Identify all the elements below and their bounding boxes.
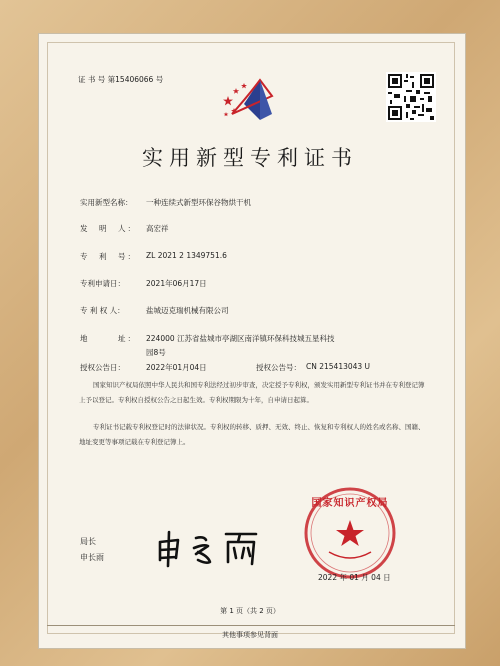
field-label-patent-number: 专 利 号：	[80, 252, 137, 261]
field-value-address: 224000 江苏省盐城市亭湖区南洋镇环保科技城五星科技	[146, 334, 335, 343]
field-value-name: 一种连续式新型环保谷物烘干机	[146, 198, 251, 207]
field-label-filing-date: 专利申请日：	[80, 279, 125, 288]
certificate-title: 实用新型专利证书	[142, 146, 358, 170]
seal-date: 2022 年 01 月 04 日	[318, 573, 391, 582]
field-label-name: 实用新型名称：	[80, 198, 133, 207]
qr-code-icon	[386, 72, 436, 122]
handwritten-signature-icon	[152, 526, 264, 568]
footer-divider	[47, 625, 455, 626]
field-value-inventor: 高宏祥	[146, 224, 169, 233]
field-value-grant-date: 2022年01月04日	[146, 363, 207, 372]
field-value-patent-number: ZL 2021 2 1349751.6	[146, 251, 227, 260]
field-value-grant-number: CN 215413043 U	[306, 362, 371, 371]
field-label-patentee: 专 利 权 人：	[80, 306, 125, 315]
field-label-inventor: 发 明 人：	[80, 224, 137, 233]
grant-statement-paragraph: 国家知识产权局依照中华人民共和国专利法经过初步审查，决定授予专利权，颁发实用新型专利证书并在专利登记簿上予以登记。专利权自授权公告之日起生效。专利权期限为十年，自申请日起算。	[79, 381, 425, 404]
field-value-patentee: 盐城迈克瑞机械有限公司	[146, 306, 229, 315]
seal-text: 国家知识产权局	[311, 498, 389, 509]
field-label-grant-date: 授权公告日：	[80, 363, 125, 372]
field-label-grant-number: 授权公告号：	[256, 363, 301, 372]
page-indicator: 第 1 页（共 2 页）	[220, 607, 280, 615]
field-label-address: 地 址：	[80, 334, 137, 343]
field-value-address-line2: 园8号	[146, 348, 166, 357]
director-name: 申长雨	[80, 553, 104, 562]
certificate-number: 证 书 号 第15406066 号	[78, 75, 164, 84]
field-value-filing-date: 2021年06月17日	[146, 279, 207, 288]
director-title: 局长	[80, 537, 96, 546]
cnipa-logo-icon	[220, 74, 282, 122]
legal-status-paragraph: 专利证书记载专利权登记时的法律状况。专利权的转移、质押、无效、终止、恢复和专利权人的姓名或名称、国籍、地址变更等事项记载在专利登记簿上。	[79, 423, 425, 446]
footer-note: 其他事项参见背面	[222, 631, 278, 639]
